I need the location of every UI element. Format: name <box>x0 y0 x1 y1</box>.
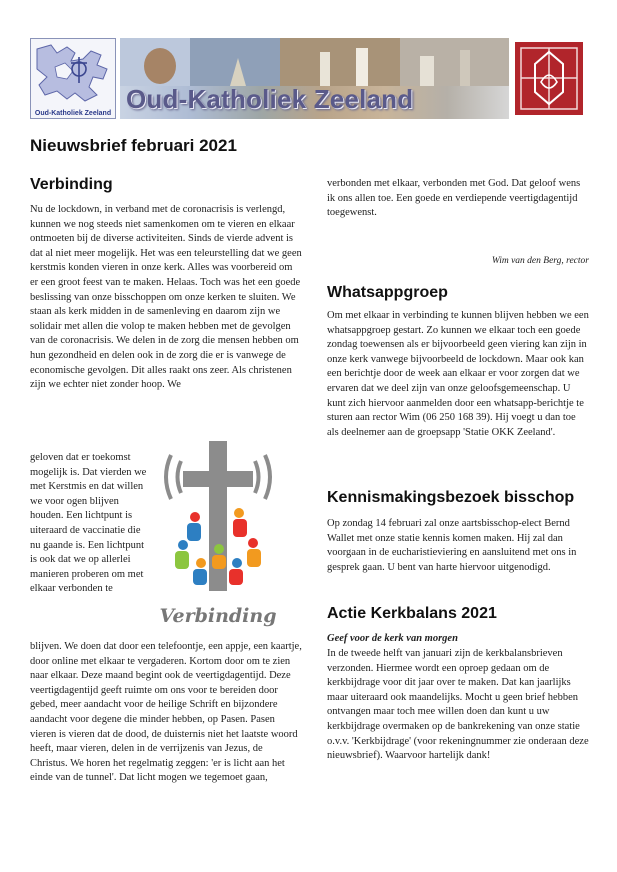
zeeland-map-icon <box>31 39 115 109</box>
logo-caption: Oud-Katholiek Zeeland <box>34 110 112 117</box>
bisschop-paragraph: Op zondag 14 februari zal onze aartsbisschop-elect Bernd Wallet met onze statie kennis komen maken. Hij zal dan voorgaan in de eucharistieviering en aansluitend met ons in gesprek gaan. U bent van harte hiervoor uitgenodigd. <box>327 518 577 573</box>
kerkbalans-subheading: Geef voor de kerk van morgen <box>327 633 458 644</box>
bisschop-heading: Kennismakingsbezoek bisschop <box>327 489 575 506</box>
kerkbalans-paragraph: In de tweede helft van januari zijn de kerkbalansbrieven verzonden. Hiermee wordt een oproep gedaan om de kerkbijdrage voor dit jaar over te maken. Dat kan jaarlijks maar uiteraard ook maandelijks. Mocht u geen brief hebben ontvangen maar toch mee willen doen dan kunt u uw kerkbijdrage overmaken op de bankrekening van onze statie o.v.v. 'Kerkbijdrage' (voor rekeningnummer zie onderaan deze nieuwsbrief). Waarvoor hartelijk dank! <box>327 648 589 762</box>
banner-title: Oud-Katholiek Zeeland <box>126 84 414 114</box>
verbinding-paragraph-wrap: geloven dat er toekomst mogelijk is. Dat vierden we met Kerstmis en dat willen we voor ogen blijven houden. Een lichtpunt is uiteraard de vaccinatie die nu gaande is. Een lichtpunt is ook dat we op allerlei manieren proberen om met elkaar verbonden te <box>30 452 147 595</box>
header-banner <box>120 38 509 119</box>
zeeland-logo <box>30 38 116 119</box>
kerkbalans-heading: Actie Kerkbalans 2021 <box>327 605 497 622</box>
header <box>30 38 587 119</box>
whatsapp-heading: Whatsappgroep <box>327 284 448 301</box>
banner-photos <box>120 38 509 86</box>
verbinding-heading: Verbinding <box>30 176 113 193</box>
verbinding-paragraph-3: verbonden met elkaar, verbonden met God. Dat geloof wens ik ons allen toe. Een goede en verdiepende veertigdagentijd toegewenst. <box>327 178 581 219</box>
whatsapp-paragraph: Om met elkaar in verbinding te kunnen blijven hebben we een whatsappgroep gestart. Zo kunnen we elkaar toch een goede zondag toewensen als er bijvoorbeeld geen viering kan zijn in onze kerk vanwege bijvoorbeeld de lockdown. Maar ook kan een berichtje door de week aan elkaar er voor zorgen dat we ervaren dat we deel zijn van onze geloofsgemeenschap. U kunt zich hiervoor aanmelden door een whatsapp-berichtje te sturen aan rector Wim (06 250 168 39). Hij voegt u dan toe als deelnemer aan de groepsapp 'Statie OKK Zeeland'. <box>327 310 589 438</box>
verbinding-paragraph-2: blijven. We doen dat door een telefoontje, een appje, een kaartje, door online met elkaar te vergaderen. Kortom door om te zien naar elkaar. Deze maand begint ook de veertigdagentijd. Deze veertigdagentijd geeft ruimte om ons voor te bereiden door gebed, meer aandacht voor de heilige Schrift en bijzondere aandacht voor degene die minder hebben, op Pasen. Pasen vieren is vieren dat de dood, de duisternis niet het laatste woord heeft, maar vieren, delen in de verrijzenis van Jezus, de Christus. We horen het regelmatig zeggen: 'er is licht aan het einde van de tunnel'. Dat licht mogen we tegemoet gaan, <box>30 641 302 784</box>
illustration-caption: Verbinding <box>159 605 277 627</box>
cross-people-icon <box>157 437 279 597</box>
verbinding-paragraph-1: Nu de lockdown, in verband met de coronacrisis is verlengd, kunnen we nog steeds niet samenkomen om te vieren en elkaar ontmoeten bij de diverse activiteiten. Sinds de vierde advent is dat al niet meer mogelijk. Het was een teleurstelling dat we geen kerstmis konden vieren in onze kerk. Alles was voorbereid om er een groot feest van te maken. Helaas. Toch was het een goede beslissing van onze bisschoppen om onze kerken te sluiten. We staan als kerk midden in de samenleving en daarom zijn we solidair met allen die volop te maken hebben met de gevolgen van de coronacrisis. We delen in de zorg die mensen hebben om hun gezondheid en delen ook in de zorg die er is vanwege de economische gevolgen. Dit alles raakt ons zeer. Als christenen zijn we echter niet zonder hoop. We <box>30 204 302 391</box>
signature: Wim van den Berg, rector <box>491 256 589 266</box>
church-emblem <box>511 38 587 119</box>
verbinding-illustration <box>157 437 279 627</box>
emblem-icon <box>511 38 587 119</box>
newsletter-title: Nieuwsbrief februari 2021 <box>30 136 237 155</box>
